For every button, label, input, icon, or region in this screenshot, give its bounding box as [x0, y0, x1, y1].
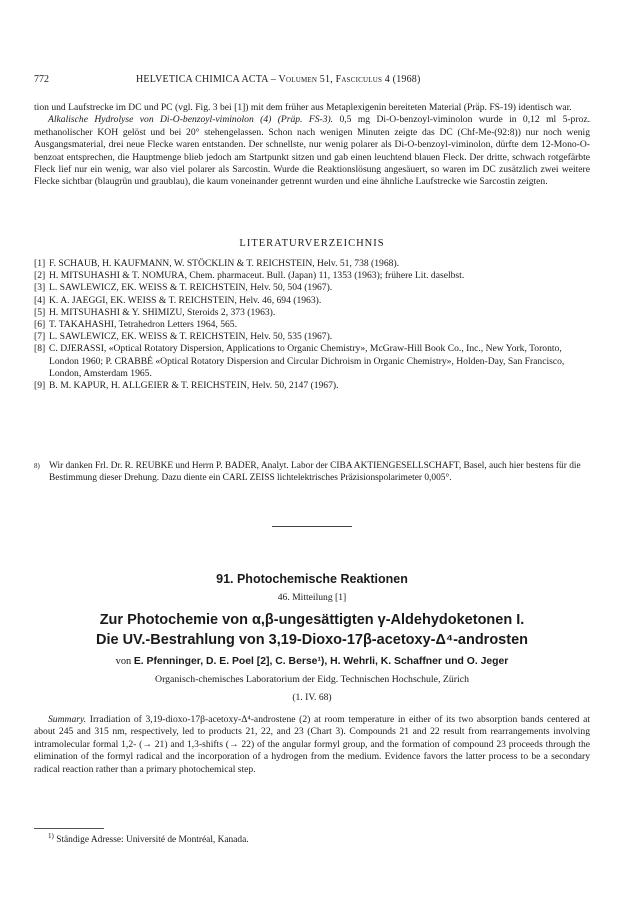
reference-text: L. SAWLEWICZ, EK. WEISS & T. REICHSTEIN, Helv. 50, 535 (1967). [49, 331, 333, 343]
reference-number: [5] [34, 306, 46, 318]
affiliation: Organisch-chemisches Laboratorium der Eidg. Technischen Hochschule, Zürich [155, 674, 469, 685]
reference-item [34, 282, 590, 294]
article-title-line-1: Zur Photochemie von α,β-ungesättigten γ-Aldehydoketonen I. [99, 612, 525, 628]
reference-number: [8] [34, 343, 46, 355]
reference-number: [6] [34, 319, 46, 331]
references-title: LITERATURVERZEICHNIS [239, 238, 385, 249]
reference-number: [7] [34, 331, 46, 343]
reference-list [34, 258, 590, 392]
reference-number: [9] [34, 380, 46, 392]
previous-article-body [34, 102, 590, 189]
reference-number: [2] [34, 270, 46, 282]
page-number: 772 [34, 74, 49, 85]
running-header [34, 74, 586, 88]
reference-item [34, 380, 590, 392]
article-title-line-2: Die UV.-Bestrahlung von 3,19-Dioxo-17β-acetoxy-Δ⁴-androsten [95, 632, 528, 648]
reference-item [34, 258, 590, 270]
reference-text: L. SAWLEWICZ, EK. WEISS & T. REICHSTEIN, Helv. 50, 504 (1967). [49, 282, 333, 294]
reference-text: F. SCHAUB, H. KAUFMANN, W. STÖCKLIN & T. REICHSTEIN, Helv. 51, 738 (1968). [49, 258, 400, 269]
reference-text: C. DJERASSI, «Optical Rotatory Dispersion, Applications to Organic Chemistry», McGraw-Hill Book Co., Inc., New York, Toronto, London 1960; P. CRABBÉ «Optical Rotatory Dispersion and Circular Dichroism in Organic Chemistry», Holden-Day, San Francisco, London, Amsterdam 1965. [49, 343, 565, 379]
summary-label: Summary. [48, 714, 87, 725]
footnote-mark: 8) [34, 462, 40, 470]
footnote-text: Ständige Adresse: Université de Montréal, Kanada. [56, 835, 249, 846]
footnote-8 [34, 460, 590, 484]
body-paragraph-2 [34, 114, 590, 188]
reference-text: T. TAKAHASHI, Tetrahedron Letters 1964, 565. [49, 319, 237, 331]
reference-item [34, 270, 590, 282]
footnote-mark: 1) [48, 832, 54, 840]
running-title: HELVETICA CHIMICA ACTA – Volumen 51, Fasciculus 4 (1968) [136, 74, 421, 85]
reference-item [34, 295, 590, 307]
footnote-text: Wir danken Frl. Dr. R. REUBKE und Herrn P. BADER, Analyt. Labor der CIBA AKTIENGESELLSCHAFT, Basel, auch hier bestens für die Bestimmung dieser Drehung. Dazu diente ein CARL ZEISS lichtelektrisches Präzisionspolarimeter 0,005°. [49, 461, 581, 484]
experiment-heading: Alkalische Hydrolyse von Di-O-benzoyl-viminolon (4) (Präp. FS-3). [48, 114, 334, 126]
section-divider [272, 526, 352, 527]
footnote-row [34, 460, 590, 484]
body-paragraph-1: tion und Laufstrecke im DC und PC (vgl. Fig. 3 bei [1]) mit dem früher aus Metaplexigenin bereiteten Material (Präp. FS-19) identisch war. [34, 102, 572, 113]
reference-item [34, 343, 590, 380]
footnote-1 [48, 832, 249, 845]
reference-number: [3] [34, 282, 46, 294]
reference-text: K. A. JAEGGI, EK. WEISS & T. REICHSTEIN, Helv. 46, 694 (1963). [49, 294, 322, 306]
summary-paragraph [34, 714, 590, 776]
summary [34, 714, 590, 776]
summary-text: Irradiation of 3,19-dioxo-17β-acetoxy-Δ⁴-androstene (2) at room temperature in either of its two absorption bands centered at about 245 and 315 nm, respectively, led to products 21, 22, and 23 (Chart 3). Compounds 21 and 22 result from rearrangements involving intramolecular formal 1,2- (→ 21) and 1,3-shifts (→ 22) of the angular formyl group, and the formation of compound 23 proceeds through the elimination of the formyl radical and the incorporation of a hydrogen from the medium. Evidence favors the latter process to be a secondary radical reaction rather than a primary photochemical step. [34, 714, 590, 775]
author-list [0, 656, 624, 667]
reference-text: H. MITSUHASHI & T. NOMURA, Chem. pharmaceut. Bull. (Japan) 11, 1353 (1963); frühere Lit. daselbst. [49, 270, 465, 282]
article-subtitle: 46. Mitteilung [1] [277, 592, 347, 603]
reference-text: H. MITSUHASHI & Y. SHIMIZU, Steroids 2, 373 (1963). [49, 306, 276, 318]
footnote-rule [34, 828, 104, 829]
reference-text: B. M. KAPUR, H. ALLGEIER & T. REICHSTEIN, Helv. 50, 2147 (1967). [49, 380, 339, 392]
received-date: (1. IV. 68) [292, 692, 332, 703]
experiment-text: 0,5 mg Di-O-benzoyl-viminolon wurde in 0,12 ml 5-proz. methanolischer KOH gelöst und bei 20° stehengelassen. Schon nach wenigen Minuten zeigte das DC (Chf-Me-(92:8)) nur noch wenig Ausgangsmaterial, drei neue Flecke waren entstanden. Der schnellste, nur wenig polarer als Di-O-benzoyl-viminolon, dürfte dem 12-Mono-O-benzoat entsprechen, die Hauptmenge blieb jedoch am Startpunkt sitzen und gab einen leuchtend blauen Fleck. Der dritte, schwach rotgefärbte Fleck lief nur ein wenig, war also viel polarer als Sarcostin. Wurde die Reaktionslösung angesäuert, so waren im DC zusätzlich zwei weitere Flecke sichtbar (blaugrün und graublau), die kaum voneinander getrennt wurden und eine ähnliche Laufstrecke wie Sarcostin zeigten. [34, 114, 591, 188]
reference-number: [1] [34, 258, 46, 269]
reference-item [34, 307, 590, 319]
authors-prefix: von [115, 656, 134, 667]
reference-item [34, 319, 590, 331]
authors: E. Pfenninger, D. E. Poel [2], C. Berse¹), H. Wehrli, K. Schaffner und O. Jeger [133, 656, 509, 667]
reference-item [34, 331, 590, 343]
reference-number: [4] [34, 294, 46, 306]
article-number-title: 91. Photochemische Reaktionen [216, 572, 408, 586]
